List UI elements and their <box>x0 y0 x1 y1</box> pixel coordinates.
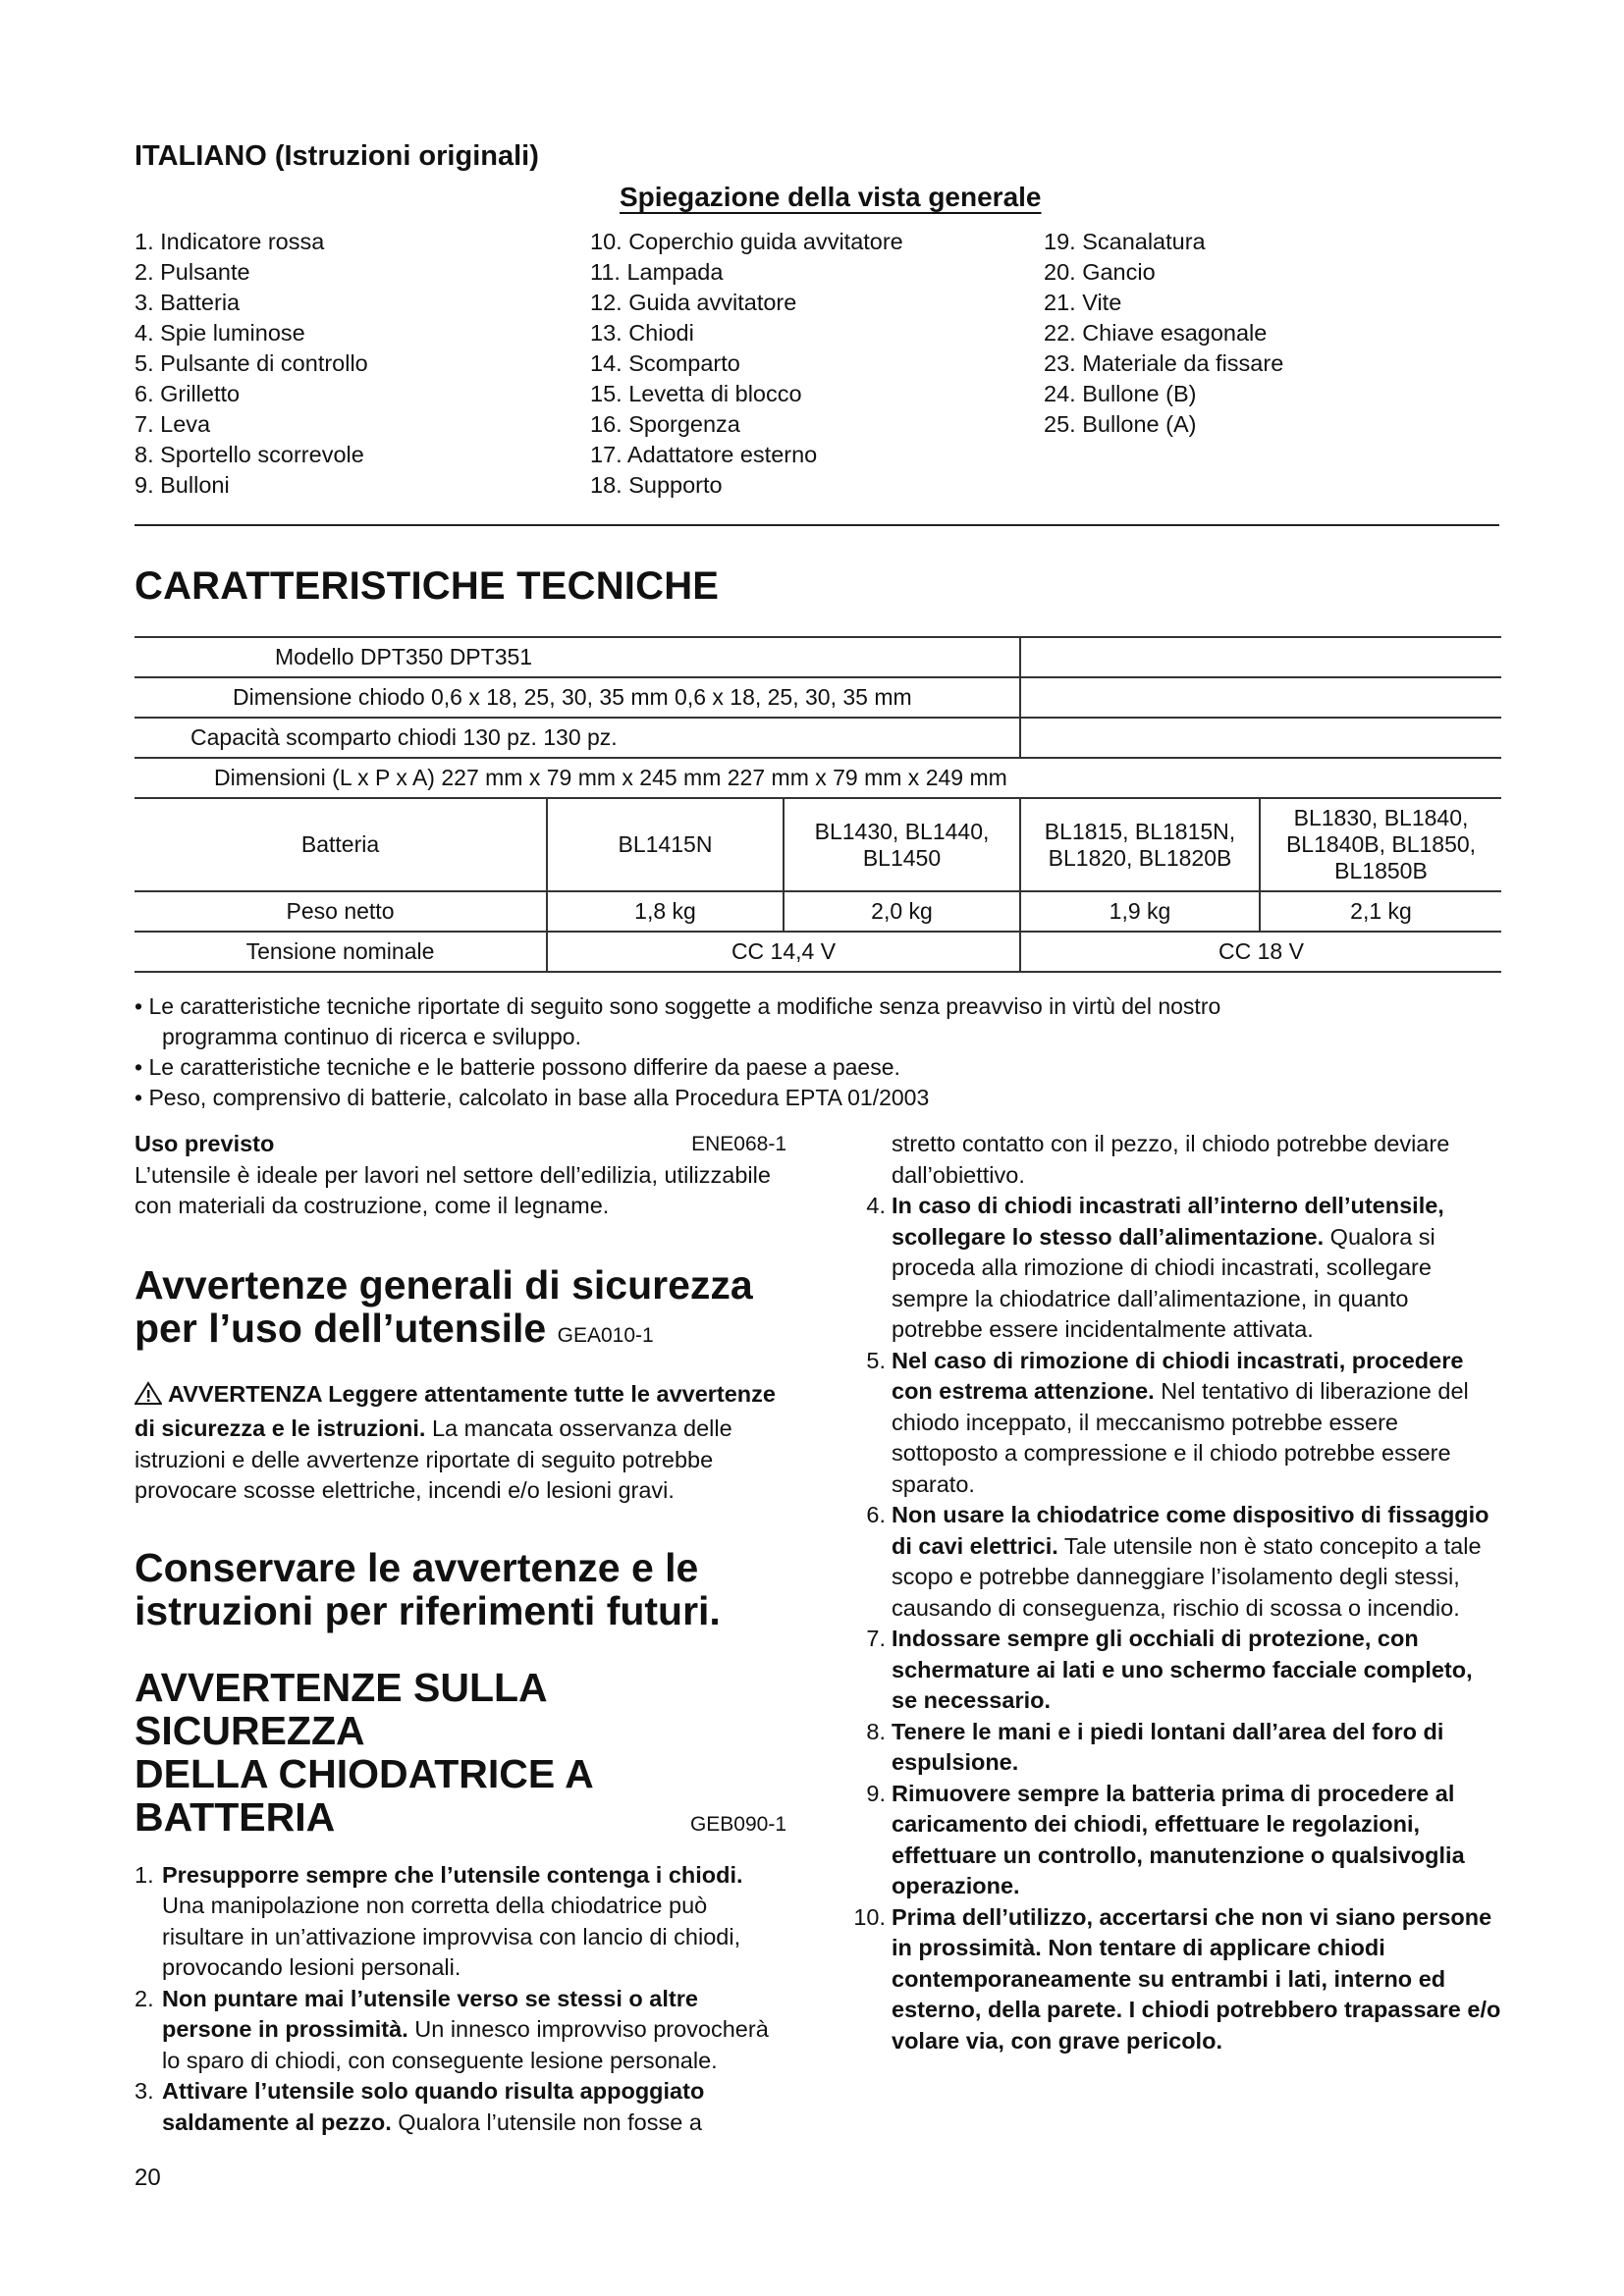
item-number: 8. <box>866 1718 886 1744</box>
left-column <box>135 1129 786 2138</box>
keep-instructions-title: Conservare le avvertenze e le istruzioni per riferimenti futuri. <box>135 1544 721 1633</box>
legend-item: 7. Leva <box>135 411 211 437</box>
weight-cell: 1,9 kg <box>1020 891 1260 932</box>
legend-item: 12. Guida avvitatore <box>590 290 797 315</box>
list-item <box>135 2076 786 2138</box>
legend-item: 2. Pulsante <box>135 259 250 285</box>
spec-notes <box>135 991 1509 1113</box>
right-column <box>846 1129 1504 2056</box>
safety-title-line: DELLA CHIODATRICE A <box>135 1750 594 1796</box>
item-text <box>892 1346 1504 1501</box>
general-warnings-title-text: Avvertenze generali di sicurezza per l’uso dell’utensile <box>135 1261 753 1351</box>
legend-item: 16. Sporgenza <box>590 411 740 437</box>
legend-item: 18. Supporto <box>590 472 723 498</box>
list-item <box>846 1902 1504 2057</box>
safety-title-line: BATTERIA <box>135 1793 336 1840</box>
item-bold: Rimuovere sempre la batteria prima di procedere al caricamento dei chiodi, effettuare le regolazioni, effettuare un controllo, manutenzione o qualsivoglia operazione. <box>892 1780 1465 1898</box>
language-title: ITALIANO (Istruzioni originali) <box>135 140 539 172</box>
legend-item: 24. Bullone (B) <box>1044 381 1197 406</box>
item-bold: Non puntare mai l’utensile verso se stessi o altre persone in prossimità. <box>162 1985 698 2042</box>
list-item <box>135 1860 786 1984</box>
item-text <box>162 2076 786 2138</box>
item-text <box>892 1191 1504 1346</box>
nail-size-cell: Dimensione chiodo 0,6 x 18, 25, 30, 35 mm 0,6 x 18, 25, 30, 35 mm <box>135 677 1020 718</box>
legend-item: 4. Spie luminose <box>135 320 305 346</box>
empty-cell <box>1020 637 1501 677</box>
battery-cell: BL1430, BL1440, BL1450 <box>784 798 1020 891</box>
list-item <box>846 1779 1504 1902</box>
general-view-title: Spiegazione della vista generale <box>620 182 1042 212</box>
legend-item: 5. Pulsante di controllo <box>135 350 368 376</box>
item-body: Una manipolazione non corretta della chiodatrice può risultare in un’attivazione improvvisa con lancio di chiodi, provocando lesioni personali. <box>162 1893 741 1980</box>
item-text <box>892 1717 1504 1779</box>
safety-section-title <box>135 1666 786 1846</box>
table-row <box>135 891 1501 932</box>
section-divider <box>135 524 1499 526</box>
table-row <box>135 798 1501 891</box>
item-number: 5. <box>866 1347 886 1373</box>
item-body: Tale utensile non è stato concepito a tale scopo e potrebbe danneggiare l’isolamento degli stessi, causando di conseguenza, rischio di scossa o incendio. <box>892 1532 1482 1621</box>
weight-cell: 1,8 kg <box>547 891 784 932</box>
general-warning-paragraph <box>135 1379 786 1507</box>
dimensions-cell: Dimensioni (L x P x A) 227 mm x 79 mm x 245 mm 227 mm x 79 mm x 249 mm <box>135 758 1501 798</box>
legend-item: 13. Chiodi <box>590 320 694 346</box>
legend-item: 22. Chiave esagonale <box>1044 320 1268 346</box>
item-number: 10. <box>853 1903 886 1930</box>
legend-item: 9. Bulloni <box>135 472 230 498</box>
item-number: 6. <box>866 1502 886 1527</box>
item-number: 7. <box>866 1626 886 1651</box>
note: • Le caratteristiche tecniche e le batterie possono differire da paese a paese. <box>135 1054 900 1080</box>
intended-use-title: Uso previsto <box>135 1131 275 1156</box>
specs-table <box>135 636 1501 973</box>
item-body: Qualora si proceda alla rimozione di chiodi incastrati, scollegare sempre la chiodatrice dall’alimentazione, in quanto potrebbe essere incidentalmente attivata. <box>892 1223 1435 1342</box>
table-row <box>135 932 1501 972</box>
voltage-cell: CC 14,4 V <box>547 932 1020 972</box>
legend-column-2 <box>590 227 903 501</box>
legend-item: 21. Vite <box>1044 290 1122 315</box>
item-body: Un innesco improvviso provocherà lo sparo di chiodi, con conseguente lesione personale. <box>162 2016 769 2073</box>
intended-use-text: L’utensile è ideale per lavori nel settore dell’edilizia, utilizzabile con materiali da costruzione, come il legname. <box>135 1161 771 1218</box>
legend-item: 11. Lampada <box>590 259 724 285</box>
page-number: 20 <box>135 2164 161 2191</box>
item-bold: Tenere le mani e i piedi lontani dall’area del foro di espulsione. <box>892 1718 1444 1775</box>
general-warnings-title <box>135 1263 786 1358</box>
item-bold: In caso di chiodi incastrati all’interno dell’utensile, scollegare lo stesso dall’alimentazione. <box>892 1193 1444 1250</box>
legend-item: 19. Scanalatura <box>1044 229 1206 254</box>
list-item <box>846 1191 1504 1346</box>
capacity-cell: Capacità scomparto chiodi 130 pz. 130 pz. <box>135 718 1020 758</box>
warning-text: La mancata osservanza delle istruzioni e delle avvertenze riportate di seguito potrebbe provocare scosse elettriche, incendi e/o lesioni gravi. <box>135 1415 732 1503</box>
item-text <box>892 1624 1504 1717</box>
battery-cell: BL1815, BL1815N, BL1820, BL1820B <box>1020 798 1260 891</box>
weight-cell: 2,0 kg <box>784 891 1020 932</box>
legend-column-1 <box>135 227 368 501</box>
legend-item: 14. Scomparto <box>590 350 740 376</box>
intended-use-code: ENE068-1 <box>691 1133 786 1155</box>
empty-cell <box>1020 718 1501 758</box>
weight-cell: 2,1 kg <box>1260 891 1501 932</box>
table-row <box>135 718 1501 758</box>
legend-item: 17. Adattatore esterno <box>590 442 818 467</box>
table-row <box>135 758 1501 798</box>
specs-title: CARATTERISTICHE TECNICHE <box>135 564 720 608</box>
item-text <box>892 1902 1504 2057</box>
list-item <box>846 1346 1504 1501</box>
continued-text: stretto contatto con il pezzo, il chiodo potrebbe deviare dall’obiettivo. <box>892 1131 1450 1188</box>
battery-label: Batteria <box>135 798 547 891</box>
item-bold: Attivare l’utensile solo quando risulta appoggiato saldamente al pezzo. <box>162 2078 705 2135</box>
legend-item: 25. Bullone (A) <box>1044 411 1197 437</box>
item-text <box>892 1779 1504 1902</box>
item-number: 1. <box>135 1861 154 1888</box>
safety-section-code: GEB090-1 <box>689 1812 786 1836</box>
table-row <box>135 677 1501 718</box>
warning-bold-text: AVVERTENZA Leggere attentamente tutte le avvertenze di sicurezza e le istruzioni. <box>135 1380 776 1441</box>
safety-list-left <box>135 1860 786 2139</box>
item-number: 2. <box>135 1985 154 2011</box>
legend-item: 15. Levetta di blocco <box>590 381 802 406</box>
legend-column-3 <box>1044 227 1283 440</box>
legend-item: 23. Materiale da fissare <box>1044 350 1284 376</box>
item-bold: Non usare la chiodatrice come dispositivo di fissaggio di cavi elettrici. <box>892 1502 1489 1559</box>
item-bold: Prima dell’utilizzo, accertarsi che non vi siano persone in prossimità. Non tentare di applicare chiodi contemporaneamente su entrambi i lati, interno ed esterno, della parete. I chiodi potrebbero trapassare e/o volare via, con grave pericolo. <box>892 1903 1501 2054</box>
item-body: Qualora l’utensile non fosse a <box>391 2109 702 2135</box>
list-item <box>846 1717 1504 1779</box>
safety-title-line-last <box>135 1795 786 1846</box>
table-row <box>135 637 1501 677</box>
model-cell: Modello DPT350 DPT351 <box>135 637 1020 677</box>
general-warnings-code: GEA010-1 <box>557 1323 654 1347</box>
legend-item: 3. Batteria <box>135 290 241 315</box>
legend-item: 6. Grilletto <box>135 381 241 406</box>
item-body: Nel tentativo di liberazione del chiodo inceppato, il meccanismo potrebbe essere sottoposto a compressione e il chiodo potrebbe essere sparato. <box>892 1378 1469 1497</box>
warning-triangle-icon <box>135 1381 162 1415</box>
item-number: 4. <box>866 1193 886 1218</box>
list-item <box>135 1984 786 2077</box>
item-number: 3. <box>135 2078 154 2104</box>
item-text <box>892 1500 1504 1624</box>
voltage-cell: CC 18 V <box>1020 932 1501 972</box>
note: • Le caratteristiche tecniche riportate di seguito sono soggette a modifiche senza preavviso in virtù del nostro <box>135 993 1221 1019</box>
battery-cell: BL1830, BL1840, BL1840B, BL1850, BL1850B <box>1260 798 1501 891</box>
voltage-label: Tensione nominale <box>135 932 547 972</box>
item-number: 9. <box>866 1780 886 1806</box>
legend-item: 1. Indicatore rossa <box>135 229 325 254</box>
intended-use-heading <box>135 1129 786 1160</box>
item-bold: Nel caso di rimozione di chiodi incastrati, procedere con estrema attenzione. <box>892 1347 1464 1404</box>
battery-cell: BL1415N <box>547 798 784 891</box>
list-item <box>846 1624 1504 1717</box>
item-text <box>162 1984 786 2077</box>
legend-item: 10. Coperchio guida avvitatore <box>590 229 903 254</box>
note: programma continuo di ricerca e sviluppo. <box>162 1024 581 1049</box>
item-bold: Presupporre sempre che l’utensile contenga i chiodi. <box>162 1861 743 1888</box>
note: • Peso, comprensivo di batterie, calcolato in base alla Procedura EPTA 01/2003 <box>135 1085 930 1110</box>
legend-item: 20. Gancio <box>1044 259 1156 285</box>
weight-label: Peso netto <box>135 891 547 932</box>
item-text <box>162 1860 786 1984</box>
safety-title-line: AVVERTENZE SULLA SICUREZZA <box>135 1664 547 1753</box>
legend-item: 8. Sportello scorrevole <box>135 442 364 467</box>
list-item <box>846 1500 1504 1624</box>
item-bold: Indossare sempre gli occhiali di protezione, con schermature ai lati e uno schermo facciale completo, se necessario. <box>892 1626 1473 1713</box>
empty-cell <box>1020 677 1501 718</box>
